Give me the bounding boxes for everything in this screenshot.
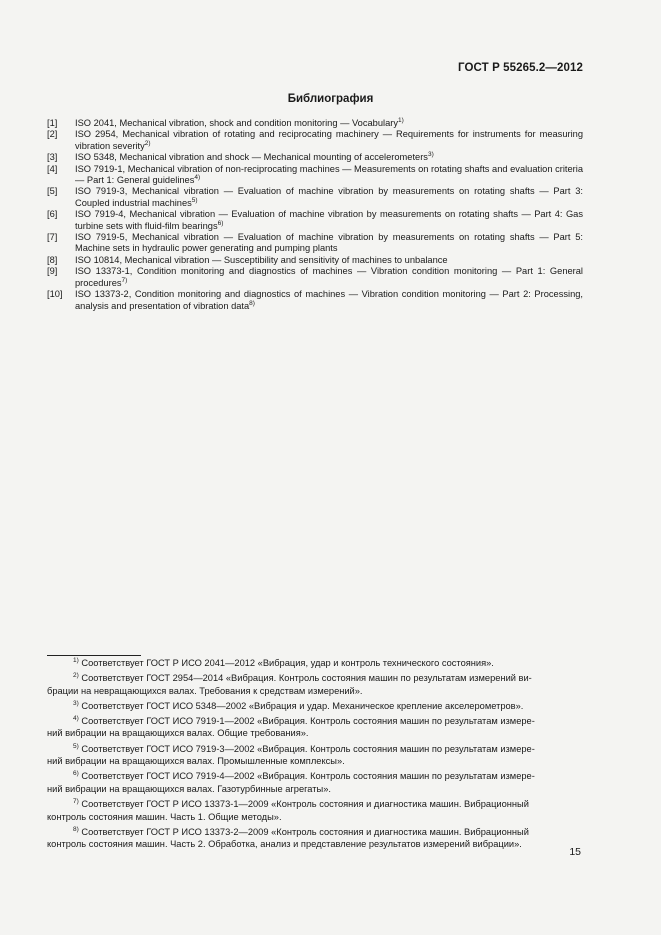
footnote-text: Соответствует ГОСТ 2954—2014 «Вибрация. Контроль состояния машин по результатам измерений ви-: [81, 673, 532, 684]
footnote: [47, 714, 583, 740]
entry-text: ISO 5348, Mechanical vibration and shock — Mechanical mounting of accelerometers: [75, 152, 428, 163]
footnotes: [47, 657, 583, 853]
footnote: [47, 742, 583, 768]
entry-number: [3]: [47, 152, 58, 163]
footnote-text: Соответствует ГОСТ ИСО 5348—2002 «Вибрация и удар. Механическое крепление акселерометров».: [81, 700, 524, 711]
footnote-separator: [47, 655, 141, 656]
footnote-text-continued: контроль состояния машин. Часть 1. Общие методы».: [47, 811, 282, 822]
footnote-number: 2): [73, 672, 79, 680]
footnote-mark: 2): [144, 139, 151, 147]
footnote-mark: 7): [121, 276, 128, 284]
entry-text: ISO 13373-1, Condition monitoring and diagnostics of machines — Vibration condition monitoring — Part 1: General procedures: [75, 266, 583, 288]
footnote-text-continued: брации на невращающихся валах. Требования к средствам измерений».: [47, 685, 363, 696]
footnote-number: 6): [73, 770, 79, 778]
bibliography-list: [47, 118, 583, 312]
footnote-mark: 4): [194, 174, 201, 182]
entry-text: ISO 7919-1, Mechanical vibration of non-reciprocating machines — Measurements on rotating shafts and evaluation criteria — Part 1: General guidelines: [75, 163, 583, 186]
bibliography-entry: [47, 232, 583, 255]
footnote: [47, 672, 583, 697]
bibliography-entry: [47, 152, 583, 163]
bibliography-entry: [47, 266, 583, 289]
footnote-text-continued: контроль состояния машин. Часть 2. Обработка, анализ и представление результатов измерений вибрации».: [47, 839, 522, 850]
entry-number: [2]: [47, 129, 58, 140]
section-title: Библиография: [287, 93, 374, 105]
bibliography-entry: [47, 129, 583, 152]
entry-text: ISO 2954, Mechanical vibration of rotating and reciprocating machinery — Requirements for instruments for measuring vibration severity: [75, 129, 583, 151]
bibliography-entry: [47, 186, 583, 209]
footnote-number: 4): [73, 714, 79, 722]
entry-text: ISO 2041, Mechanical vibration, shock and condition monitoring — Vocabulary: [75, 118, 398, 128]
footnote-text-continued: ний вибрации на вращающихся валах. Газотурбинные агрегаты».: [47, 783, 331, 794]
entry-text: ISO 13373-2, Condition monitoring and diagnostics of machines — Vibration condition monitoring — Part 2: Processing, analysis and presentation of vibration data: [75, 289, 583, 311]
entry-text: ISO 10814, Mechanical vibration — Susceptibility and sensitivity of machines to unbalance: [75, 254, 448, 265]
entry-text: ISO 7919-4, Mechanical vibration — Evaluation of machine vibration by measurements on rotating shafts — Part 4: Gas turbine sets with fluid-film bearings: [75, 209, 583, 231]
footnote-mark: 8): [249, 299, 255, 307]
entry-number: [7]: [47, 232, 58, 243]
footnote-number: 5): [73, 742, 79, 750]
footnote-text: Соответствует ГОСТ ИСО 7919-3—2002 «Вибрация. Контроль состояния машин по результатам измере-: [81, 743, 535, 754]
footnote-number: 8): [73, 825, 79, 833]
footnote-mark: 6): [217, 219, 224, 227]
entry-number: [1]: [47, 118, 58, 128]
footnote-text: Соответствует ГОСТ ИСО 7919-4—2002 «Вибрация. Контроль состояния машин по результатам измере-: [81, 771, 535, 782]
footnote-text: Соответствует ГОСТ ИСО 7919-1—2002 «Вибрация. Контроль состояния машин по результатам измере-: [81, 715, 535, 726]
entry-number: [10]: [47, 289, 63, 300]
footnote-number: 3): [73, 699, 79, 707]
footnote-number: 1): [73, 657, 79, 664]
document-code: ГОСТ Р 55265.2—2012: [458, 62, 583, 74]
footnote-text: Соответствует ГОСТ Р ИСО 2041—2012 «Вибрация, удар и контроль технического состояния».: [81, 658, 494, 668]
entry-text: ISO 7919-5, Mechanical vibration — Evaluation of machine vibration by measurements on rotating shafts — Part 5: Machine sets in hydraulic power generating and pumping plants: [75, 232, 583, 254]
footnote-text-continued: ний вибрации на вращающихся валах. Промышленные комплексы».: [47, 756, 345, 767]
entry-number: [4]: [47, 163, 58, 174]
footnote: [73, 657, 583, 670]
footnote-mark: 5): [191, 196, 198, 204]
entry-number: [6]: [47, 209, 58, 220]
footnote-text: Соответствует ГОСТ Р ИСО 13373-1—2009 «Контроль состояния и диагностика машин. Вибрационный: [81, 798, 529, 809]
entry-text: ISO 7919-3, Mechanical vibration — Evaluation of machine vibration by measurements on rotating shafts — Part 3: Coupled industrial machines: [75, 186, 583, 208]
entry-number: [8]: [47, 254, 58, 265]
entry-number: [9]: [47, 266, 58, 277]
bibliography-entry: [47, 118, 583, 129]
footnote-text: Соответствует ГОСТ Р ИСО 13373-2—2009 «Контроль состояния и диагностика машин. Вибрационный: [81, 826, 529, 837]
entry-number: [5]: [47, 186, 58, 197]
footnote: [47, 770, 583, 795]
footnote-text-continued: ний вибрации на вращающихся валах. Общие требования».: [47, 728, 309, 739]
bibliography-entry: [47, 209, 583, 232]
footnote-number: 7): [73, 797, 79, 805]
footnote-mark: 1): [398, 117, 404, 124]
page-number: 15: [569, 846, 581, 858]
footnote-mark: 3): [427, 151, 434, 159]
footnote: [47, 797, 583, 823]
footnote: [73, 700, 583, 713]
footnote: [47, 825, 583, 851]
bibliography-entry: [47, 164, 583, 187]
bibliography-entry: [47, 255, 583, 266]
bibliography-entry: [47, 289, 583, 312]
